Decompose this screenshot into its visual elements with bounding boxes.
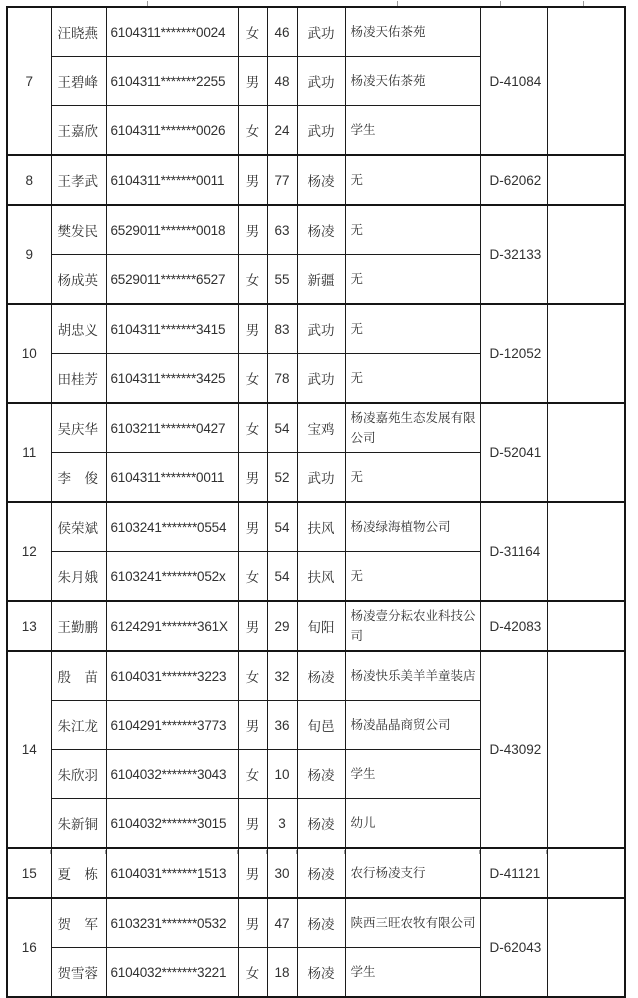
id-number-cell: 6104032*******3221	[106, 948, 238, 998]
code-cell: D-62062	[480, 155, 547, 205]
workplace-cell: 杨凌天佑茶苑	[345, 57, 480, 106]
age-cell: 54	[267, 403, 297, 453]
age-cell: 10	[267, 750, 297, 799]
code-cell: D-12052	[480, 304, 547, 403]
table-row	[7, 7, 625, 57]
table-edge-remnant	[266, 850, 267, 854]
workplace-cell: 无	[345, 255, 480, 305]
table-row	[7, 651, 625, 701]
age-cell: 83	[267, 304, 297, 354]
workplace-cell: 无	[345, 155, 480, 205]
code-cell: D-62043	[480, 898, 547, 997]
empty-note-cell	[547, 601, 625, 651]
gender-cell: 男	[238, 502, 267, 552]
id-number-cell: 6104311*******3415	[106, 304, 238, 354]
origin-cell: 武功	[297, 106, 345, 156]
group-number-cell: 14	[7, 651, 51, 848]
table-row	[7, 304, 625, 354]
code-cell: D-32133	[480, 205, 547, 304]
id-number-cell: 6104032*******3043	[106, 750, 238, 799]
id-number-cell: 6103211*******0427	[106, 403, 238, 453]
id-number-cell: 6104311*******2255	[106, 57, 238, 106]
name-cell: 胡忠义	[51, 304, 106, 354]
table-edge-remnant	[147, 1, 148, 6]
group-number-cell: 12	[7, 502, 51, 601]
code-cell: D-52041	[480, 403, 547, 502]
origin-cell: 武功	[297, 453, 345, 503]
gender-cell: 男	[238, 799, 267, 849]
origin-cell: 武功	[297, 57, 345, 106]
origin-cell: 杨凌	[297, 848, 345, 898]
gender-cell: 女	[238, 7, 267, 57]
name-cell: 杨成英	[51, 255, 106, 305]
table-edge-remnant	[50, 850, 51, 854]
name-cell: 汪晓燕	[51, 7, 106, 57]
table-edge-remnant	[583, 1, 584, 6]
table-edge-remnant	[479, 850, 480, 854]
age-cell: 47	[267, 898, 297, 948]
table-row	[7, 155, 625, 205]
workplace-cell: 杨凌快乐美羊羊童装店	[345, 651, 480, 701]
workplace-cell: 陕西三旺农牧有限公司	[345, 898, 480, 948]
name-cell: 朱新铜	[51, 799, 106, 849]
age-cell: 54	[267, 552, 297, 602]
age-cell: 32	[267, 651, 297, 701]
table-edge-remnant	[296, 850, 297, 854]
name-cell: 朱江龙	[51, 701, 106, 750]
group-number-cell: 13	[7, 601, 51, 651]
origin-cell: 杨凌	[297, 205, 345, 255]
id-number-cell: 6104311*******0026	[106, 106, 238, 156]
empty-note-cell	[547, 205, 625, 304]
id-number-cell: 6104311*******3425	[106, 354, 238, 404]
table-edge-remnant	[237, 850, 238, 854]
age-cell: 36	[267, 701, 297, 750]
age-cell: 55	[267, 255, 297, 305]
origin-cell: 扶风	[297, 502, 345, 552]
name-cell: 田桂芳	[51, 354, 106, 404]
age-cell: 52	[267, 453, 297, 503]
age-cell: 18	[267, 948, 297, 998]
age-cell: 78	[267, 354, 297, 404]
workplace-cell: 学生	[345, 750, 480, 799]
workplace-cell: 学生	[345, 106, 480, 156]
name-cell: 朱欣羽	[51, 750, 106, 799]
age-cell: 24	[267, 106, 297, 156]
age-cell: 46	[267, 7, 297, 57]
origin-cell: 武功	[297, 7, 345, 57]
workplace-cell: 农行杨凌支行	[345, 848, 480, 898]
name-cell: 殷 苗	[51, 651, 106, 701]
roster-table-body	[7, 7, 625, 997]
table-row	[7, 502, 625, 552]
empty-note-cell	[547, 155, 625, 205]
origin-cell: 杨凌	[297, 750, 345, 799]
gender-cell: 女	[238, 651, 267, 701]
group-number-cell: 15	[7, 848, 51, 898]
gender-cell: 女	[238, 106, 267, 156]
id-number-cell: 6104311*******0024	[106, 7, 238, 57]
origin-cell: 扶风	[297, 552, 345, 602]
name-cell: 朱月娥	[51, 552, 106, 602]
origin-cell: 旬邑	[297, 701, 345, 750]
empty-note-cell	[547, 848, 625, 898]
empty-note-cell	[547, 7, 625, 155]
origin-cell: 旬阳	[297, 601, 345, 651]
code-cell: D-41084	[480, 7, 547, 155]
origin-cell: 杨凌	[297, 799, 345, 849]
gender-cell: 男	[238, 205, 267, 255]
group-number-cell: 16	[7, 898, 51, 997]
resident-roster-table	[6, 6, 626, 998]
gender-cell: 男	[238, 898, 267, 948]
id-number-cell: 6104032*******3015	[106, 799, 238, 849]
id-number-cell: 6104311*******0011	[106, 453, 238, 503]
age-cell: 48	[267, 57, 297, 106]
id-number-cell: 6103241*******052x	[106, 552, 238, 602]
name-cell: 樊发民	[51, 205, 106, 255]
gender-cell: 女	[238, 750, 267, 799]
workplace-cell: 杨凌晶晶商贸公司	[345, 701, 480, 750]
name-cell: 王嘉欣	[51, 106, 106, 156]
workplace-cell: 无	[345, 552, 480, 602]
name-cell: 王孝武	[51, 155, 106, 205]
workplace-cell: 学生	[345, 948, 480, 998]
origin-cell: 杨凌	[297, 155, 345, 205]
group-number-cell: 9	[7, 205, 51, 304]
table-row	[7, 403, 625, 453]
workplace-cell: 杨凌壹分耘农业科技公司	[345, 601, 480, 651]
table-row	[7, 898, 625, 948]
table-edge-remnant	[344, 850, 345, 854]
empty-note-cell	[547, 651, 625, 848]
origin-cell: 杨凌	[297, 898, 345, 948]
workplace-cell: 杨凌天佑茶苑	[345, 7, 480, 57]
age-cell: 30	[267, 848, 297, 898]
gender-cell: 女	[238, 255, 267, 305]
gender-cell: 女	[238, 552, 267, 602]
code-cell: D-41121	[480, 848, 547, 898]
code-cell: D-31164	[480, 502, 547, 601]
origin-cell: 武功	[297, 304, 345, 354]
workplace-cell: 无	[345, 354, 480, 404]
id-number-cell: 6104311*******0011	[106, 155, 238, 205]
workplace-cell: 杨凌绿海植物公司	[345, 502, 480, 552]
group-number-cell: 11	[7, 403, 51, 502]
empty-note-cell	[547, 502, 625, 601]
gender-cell: 男	[238, 453, 267, 503]
table-edge-remnant	[546, 850, 547, 854]
age-cell: 29	[267, 601, 297, 651]
gender-cell: 男	[238, 848, 267, 898]
origin-cell: 武功	[297, 354, 345, 404]
empty-note-cell	[547, 403, 625, 502]
name-cell: 贺雪蓉	[51, 948, 106, 998]
table-row	[7, 601, 625, 651]
gender-cell: 女	[238, 948, 267, 998]
table-edge-remnant	[105, 850, 106, 854]
code-cell: D-42083	[480, 601, 547, 651]
origin-cell: 新疆	[297, 255, 345, 305]
name-cell: 吴庆华	[51, 403, 106, 453]
id-number-cell: 6529011*******6527	[106, 255, 238, 305]
id-number-cell: 6103231*******0532	[106, 898, 238, 948]
id-number-cell: 6104291*******3773	[106, 701, 238, 750]
gender-cell: 女	[238, 354, 267, 404]
empty-note-cell	[547, 304, 625, 403]
name-cell: 王碧峰	[51, 57, 106, 106]
table-row	[7, 205, 625, 255]
gender-cell: 男	[238, 155, 267, 205]
gender-cell: 女	[238, 403, 267, 453]
gender-cell: 男	[238, 601, 267, 651]
name-cell: 李 俊	[51, 453, 106, 503]
workplace-cell: 幼儿	[345, 799, 480, 849]
age-cell: 63	[267, 205, 297, 255]
name-cell: 夏 栋	[51, 848, 106, 898]
name-cell: 贺 军	[51, 898, 106, 948]
id-number-cell: 6104031*******3223	[106, 651, 238, 701]
name-cell: 侯荣斌	[51, 502, 106, 552]
table-edge-remnant	[397, 1, 398, 6]
origin-cell: 杨凌	[297, 651, 345, 701]
empty-note-cell	[547, 898, 625, 997]
workplace-cell: 无	[345, 304, 480, 354]
age-cell: 3	[267, 799, 297, 849]
id-number-cell: 6529011*******0018	[106, 205, 238, 255]
gender-cell: 男	[238, 304, 267, 354]
name-cell: 王勤鹏	[51, 601, 106, 651]
group-number-cell: 8	[7, 155, 51, 205]
origin-cell: 宝鸡	[297, 403, 345, 453]
workplace-cell: 杨凌嘉苑生态发展有限公司	[345, 403, 480, 453]
id-number-cell: 6104031*******1513	[106, 848, 238, 898]
id-number-cell: 6124291*******361X	[106, 601, 238, 651]
workplace-cell: 无	[345, 205, 480, 255]
table-row	[7, 848, 625, 898]
origin-cell: 杨凌	[297, 948, 345, 998]
workplace-cell: 无	[345, 453, 480, 503]
gender-cell: 男	[238, 57, 267, 106]
age-cell: 77	[267, 155, 297, 205]
roster-table-container	[6, 6, 626, 998]
group-number-cell: 7	[7, 7, 51, 155]
age-cell: 54	[267, 502, 297, 552]
id-number-cell: 6103241*******0554	[106, 502, 238, 552]
gender-cell: 男	[238, 701, 267, 750]
code-cell: D-43092	[480, 651, 547, 848]
group-number-cell: 10	[7, 304, 51, 403]
table-edge-remnant	[500, 1, 501, 6]
